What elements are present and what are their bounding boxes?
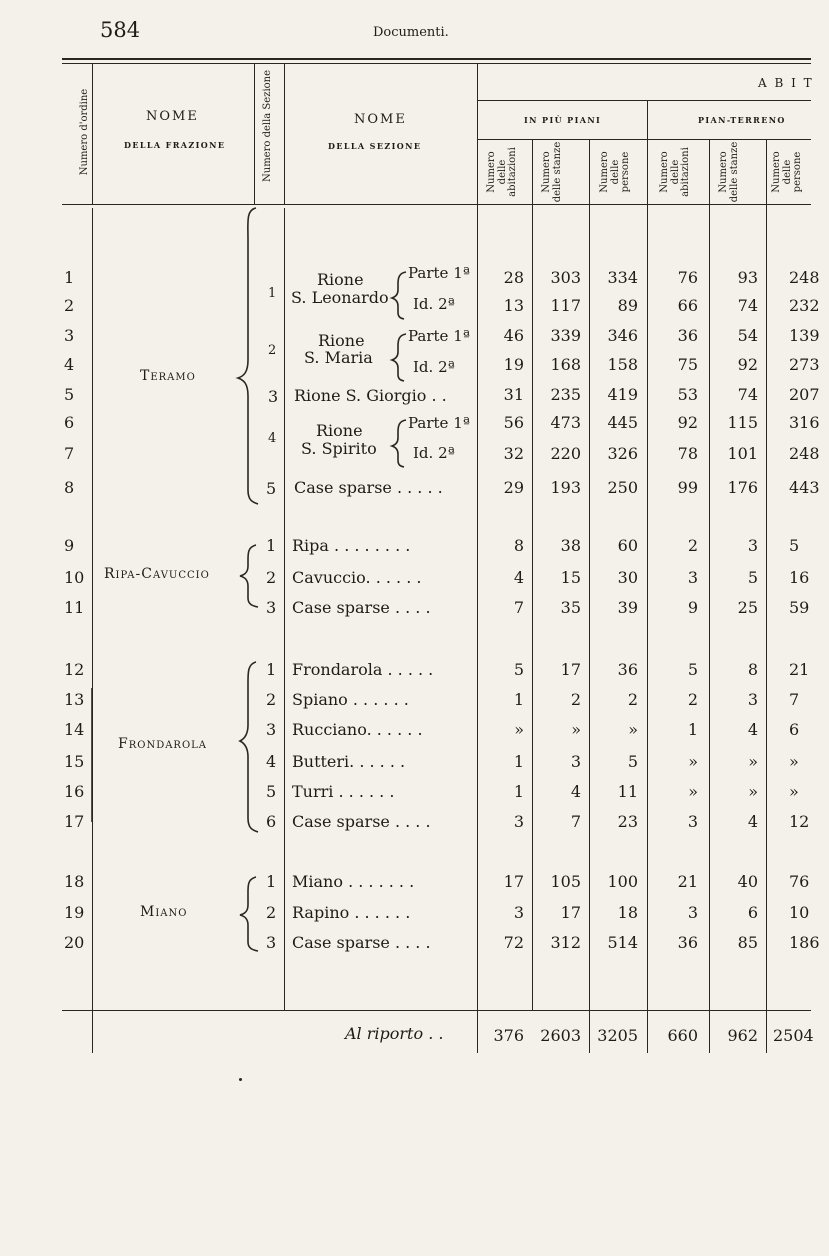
cell-value: 3 — [687, 903, 698, 922]
cell-value: 76 — [789, 872, 810, 891]
cell-value: 18 — [617, 903, 638, 922]
section-number: 2 — [266, 568, 277, 587]
cell-value: 514 — [607, 933, 638, 952]
header-abitazioni: A B I T — [758, 76, 814, 90]
cell-value: 36 — [677, 326, 698, 345]
cell-value: 56 — [503, 413, 524, 432]
cell-value: » — [789, 752, 799, 771]
cell-value: 39 — [617, 598, 638, 617]
cell-value: 89 — [617, 296, 638, 315]
cell-value: 17 — [560, 903, 581, 922]
section-name: Rapino . . . . . . — [292, 903, 411, 922]
cell-value: 248 — [789, 268, 820, 287]
cell-value: 326 — [607, 444, 638, 463]
cell-value: 3 — [687, 812, 698, 831]
cell-value: 316 — [789, 413, 820, 432]
cell-value: 75 — [677, 355, 698, 374]
cell-value: 72 — [503, 933, 524, 952]
cell-value: 100 — [607, 872, 638, 891]
section-number: 5 — [266, 782, 277, 801]
section-name: Ripa . . . . . . . . — [292, 536, 411, 555]
cell-value: 2 — [687, 536, 698, 555]
row-number: 14 — [64, 720, 85, 739]
cell-value: 74 — [737, 296, 758, 315]
row-number: 11 — [64, 598, 85, 617]
cell-value: » — [748, 782, 758, 801]
cell-value: 312 — [550, 933, 581, 952]
page-number: 584 — [100, 18, 141, 42]
cell-value: 3 — [687, 568, 698, 587]
cell-value: 13 — [503, 296, 524, 315]
cell-value: 3 — [513, 812, 524, 831]
row-number: 16 — [64, 782, 85, 801]
row-number: 17 — [64, 812, 85, 831]
cell-value: » — [748, 752, 758, 771]
ink-dot — [239, 1078, 242, 1081]
cell-value: 193 — [550, 478, 581, 497]
section-name: Case sparse . . . . — [292, 933, 431, 952]
header-numero-sezione: Numero della Sezione — [262, 69, 273, 182]
parte-2-c: Id. 2ª — [413, 444, 455, 462]
row-number: 10 — [64, 568, 85, 587]
section-number: 6 — [266, 812, 277, 831]
cell-value: 5 — [513, 660, 524, 679]
cell-value: 1 — [513, 782, 524, 801]
section-name: Turri . . . . . . — [292, 782, 395, 801]
frazione-miano: Miano — [140, 904, 188, 920]
header-pian-terreno: PIAN-TERRENO — [698, 115, 786, 125]
cell-value: 117 — [550, 296, 581, 315]
section-number: 2 — [266, 903, 277, 922]
cell-value: 11 — [617, 782, 638, 801]
total-value: 2603 — [540, 1026, 581, 1045]
running-title: Documenti. — [373, 25, 449, 40]
section-number: 1 — [266, 872, 277, 891]
cell-value: 419 — [607, 385, 638, 404]
cell-value: 38 — [560, 536, 581, 555]
cell-value: 346 — [607, 326, 638, 345]
cell-value: 4 — [570, 782, 581, 801]
cell-value: 250 — [607, 478, 638, 497]
cell-value: 158 — [607, 355, 638, 374]
cell-value: 74 — [737, 385, 758, 404]
row-number: 5 — [64, 385, 75, 404]
cell-value: 8 — [747, 660, 758, 679]
header-nome-frazione: NOME — [146, 109, 199, 124]
cell-value: » — [688, 782, 698, 801]
cell-value: 7 — [513, 598, 524, 617]
row-number: 4 — [64, 355, 75, 374]
cell-value: 28 — [503, 268, 524, 287]
cell-value: 5 — [687, 660, 698, 679]
cell-value: 85 — [737, 933, 758, 952]
cell-value: » — [789, 782, 799, 801]
cell-value: 59 — [789, 598, 810, 617]
cell-value: 36 — [677, 933, 698, 952]
cell-value: 19 — [503, 355, 524, 374]
cell-value: 25 — [737, 598, 758, 617]
cell-value: 168 — [550, 355, 581, 374]
cell-value: 1 — [513, 752, 524, 771]
cell-value: 1 — [687, 720, 698, 739]
cell-value: 176 — [727, 478, 758, 497]
cell-value: » — [628, 720, 638, 739]
total-value: 660 — [667, 1026, 698, 1045]
section-name: Frondarola . . . . . — [292, 660, 434, 679]
section-number: 4 — [266, 752, 277, 771]
cell-value: 235 — [550, 385, 581, 404]
row-number: 2 — [64, 296, 75, 315]
teramo-sec-3-num: 3 — [268, 387, 279, 406]
teramo-sec-4-num: 4 — [268, 431, 277, 446]
cell-value: 2 — [627, 690, 638, 709]
cell-value: 3 — [570, 752, 581, 771]
subcol-header-4: Numero delle abitazioni — [659, 147, 691, 197]
section-name: Case sparse . . . . — [292, 598, 431, 617]
cell-value: 21 — [789, 660, 810, 679]
cell-value: » — [571, 720, 581, 739]
teramo-sec-2-line2: S. Maria — [304, 348, 373, 367]
cell-value: 139 — [789, 326, 820, 345]
cell-value: 15 — [560, 568, 581, 587]
cell-value: 4 — [747, 812, 758, 831]
cell-value: 303 — [550, 268, 581, 287]
cell-value: 16 — [789, 568, 810, 587]
cell-value: 78 — [677, 444, 698, 463]
cell-value: 5 — [627, 752, 638, 771]
cell-value: 3 — [513, 903, 524, 922]
cell-value: 207 — [789, 385, 820, 404]
cell-value: 53 — [677, 385, 698, 404]
total-value: 3205 — [597, 1026, 638, 1045]
section-number: 3 — [266, 598, 277, 617]
parte-2-a: Id. 2ª — [413, 295, 455, 313]
teramo-sec-1-line2: S. Leonardo — [291, 288, 389, 307]
teramo-sec-3-line1: Rione S. Giorgio . . — [294, 386, 447, 405]
cell-value: 93 — [737, 268, 758, 287]
cell-value: 7 — [570, 812, 581, 831]
teramo-sec-1-num: 1 — [268, 286, 277, 301]
cell-value: 7 — [789, 690, 800, 709]
header-numero-ordine: Numero d'ordine — [79, 88, 90, 176]
cell-value: 12 — [789, 812, 810, 831]
cell-value: 248 — [789, 444, 820, 463]
cell-value: 334 — [607, 268, 638, 287]
cell-value: 115 — [727, 413, 758, 432]
section-name: Butteri. . . . . . — [292, 752, 406, 771]
header-nome-sezione-sub: DELLA SEZIONE — [328, 141, 422, 151]
cell-value: 339 — [550, 326, 581, 345]
cell-value: 105 — [550, 872, 581, 891]
cell-value: 2 — [687, 690, 698, 709]
teramo-sec-5-num: 5 — [266, 479, 277, 498]
cell-value: 445 — [607, 413, 638, 432]
cell-value: 1 — [513, 690, 524, 709]
cell-value: 2 — [570, 690, 581, 709]
total-label: Al riporto . . — [345, 1024, 444, 1043]
cell-value: 8 — [513, 536, 524, 555]
cell-value: 66 — [677, 296, 698, 315]
cell-value: 3 — [747, 536, 758, 555]
cell-value: 9 — [687, 598, 698, 617]
cell-value: 21 — [677, 872, 698, 891]
total-value: 2504 — [773, 1026, 814, 1045]
section-number: 1 — [266, 660, 277, 679]
cell-value: 60 — [617, 536, 638, 555]
frazione-teramo: Teramo — [140, 368, 196, 384]
cell-value: 31 — [503, 385, 524, 404]
subcol-header-5: Numero delle stanze — [718, 141, 740, 203]
cell-value: 5 — [747, 568, 758, 587]
cell-value: 10 — [789, 903, 810, 922]
section-name: Case sparse . . . . — [292, 812, 431, 831]
cell-value: 17 — [503, 872, 524, 891]
cell-value: 92 — [737, 355, 758, 374]
section-name: Spiano . . . . . . — [292, 690, 409, 709]
cell-value: 29 — [503, 478, 524, 497]
teramo-sec-1-line1: Rione — [317, 270, 364, 289]
header-piu-piani: IN PIÙ PIANI — [524, 115, 602, 125]
cell-value: 40 — [737, 872, 758, 891]
row-number: 20 — [64, 933, 85, 952]
row-number: 9 — [64, 536, 75, 555]
cell-value: 32 — [503, 444, 524, 463]
row-number: 15 — [64, 752, 85, 771]
frazione-ripa-cavuccio: Ripa-Cavuccio — [104, 566, 210, 582]
section-name: Miano . . . . . . . — [292, 872, 415, 891]
row-number: 3 — [64, 326, 75, 345]
header-nome-sezione: NOME — [354, 112, 407, 127]
subcol-header-1: Numero delle abitazioni — [486, 147, 518, 197]
row-number: 7 — [64, 444, 75, 463]
cell-value: » — [514, 720, 524, 739]
cell-value: 443 — [789, 478, 820, 497]
cell-value: 3 — [747, 690, 758, 709]
row-number: 19 — [64, 903, 85, 922]
subcol-header-2: Numero delle stanze — [541, 141, 563, 203]
row-number: 13 — [64, 690, 85, 709]
cell-value: 6 — [789, 720, 800, 739]
cell-value: 232 — [789, 296, 820, 315]
cell-value: » — [688, 752, 698, 771]
row-number: 6 — [64, 413, 75, 432]
row-number: 1 — [64, 268, 75, 287]
parte-1-b: Parte 1ª — [408, 327, 470, 345]
teramo-sec-4-line2: S. Spirito — [301, 439, 377, 458]
teramo-sec-2-num: 2 — [268, 343, 277, 358]
cell-value: 4 — [747, 720, 758, 739]
cell-value: 5 — [789, 536, 800, 555]
cell-value: 35 — [560, 598, 581, 617]
subcol-header-3: Numero delle persone — [599, 151, 631, 193]
cell-value: 4 — [513, 568, 524, 587]
row-number: 8 — [64, 478, 75, 497]
cell-value: 99 — [677, 478, 698, 497]
cell-value: 54 — [737, 326, 758, 345]
cell-value: 101 — [727, 444, 758, 463]
frazione-frondarola: Frondarola — [118, 736, 208, 752]
section-number: 2 — [266, 690, 277, 709]
total-value: 376 — [493, 1026, 524, 1045]
cell-value: 473 — [550, 413, 581, 432]
section-number: 3 — [266, 720, 277, 739]
teramo-sec-4-line1: Rione — [316, 421, 363, 440]
total-value: 962 — [727, 1026, 758, 1045]
parte-1-a: Parte 1ª — [408, 264, 470, 282]
section-number: 3 — [266, 933, 277, 952]
row-number: 18 — [64, 872, 85, 891]
teramo-sec-2-line1: Rione — [318, 331, 365, 350]
cell-value: 23 — [617, 812, 638, 831]
cell-value: 36 — [617, 660, 638, 679]
row-number: 12 — [64, 660, 85, 679]
cell-value: 46 — [503, 326, 524, 345]
section-name: Rucciano. . . . . . — [292, 720, 423, 739]
cell-value: 6 — [747, 903, 758, 922]
cell-value: 273 — [789, 355, 820, 374]
section-name: Cavuccio. . . . . . — [292, 568, 422, 587]
section-number: 1 — [266, 536, 277, 555]
cell-value: 220 — [550, 444, 581, 463]
header-nome-frazione-sub: DELLA FRAZIONE — [124, 140, 226, 150]
parte-1-c: Parte 1ª — [408, 414, 470, 432]
parte-2-b: Id. 2ª — [413, 358, 455, 376]
cell-value: 76 — [677, 268, 698, 287]
subcol-header-6: Numero delle persone — [771, 151, 803, 193]
cell-value: 17 — [560, 660, 581, 679]
cell-value: 186 — [789, 933, 820, 952]
teramo-sec-5-line1: Case sparse . . . . . — [294, 478, 443, 497]
cell-value: 30 — [617, 568, 638, 587]
cell-value: 92 — [677, 413, 698, 432]
